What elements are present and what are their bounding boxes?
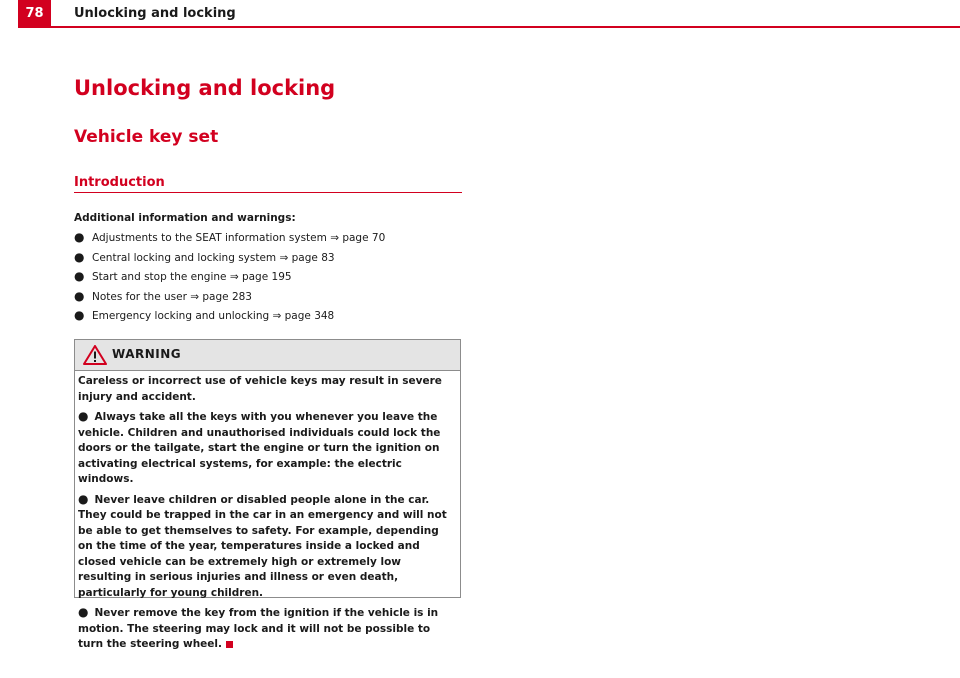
running-title: Unlocking and locking [74, 6, 236, 21]
warning-body [75, 371, 460, 653]
warning-title: WARNING [112, 347, 182, 361]
page-header [0, 0, 960, 28]
reference-list [74, 231, 464, 329]
end-of-section-icon [226, 641, 233, 648]
list-item [74, 251, 464, 271]
warning-header [75, 340, 460, 371]
warning-triangle-icon [83, 345, 107, 365]
list-item [74, 231, 464, 251]
list-item-text: Central locking and locking system ⇒ page 83 [92, 251, 335, 264]
bullet-icon: ● [78, 491, 89, 506]
bullet-icon: ● [78, 605, 89, 619]
section-heading: Vehicle key set [74, 127, 219, 147]
bullet-icon: ● [74, 230, 85, 244]
list-item-text: Notes for the user ⇒ page 283 [92, 290, 252, 303]
bullet-icon: ● [74, 249, 85, 264]
bullet-icon: ● [74, 288, 85, 303]
intro-label: Additional information and warnings: [74, 212, 296, 224]
warning-box [74, 339, 461, 650]
header-rule [18, 26, 960, 28]
bullet-icon: ● [78, 409, 89, 423]
list-item [74, 270, 464, 290]
warning-item: ● Never remove the key from the ignition if the vehicle is in motion. The steering may lock and it will not be possible to turn the steering wheel. [78, 605, 439, 650]
list-item-text: Emergency locking and unlocking ⇒ page 348 [92, 310, 335, 322]
subsection-rule [74, 192, 462, 193]
warning-item: ● Always take all the keys with you whenever you leave the vehicle. Children and unauthorised individuals could lock the doors or the tailgate, start the engine or turn the ignition on activating electrical systems, for example: the electric windows. [78, 409, 441, 485]
chapter-heading: Unlocking and locking [74, 76, 336, 100]
list-item-text: Adjustments to the SEAT information system ⇒ page 70 [92, 232, 386, 244]
bullet-icon: ● [74, 308, 85, 322]
list-item-text: Start and stop the engine ⇒ page 195 [92, 271, 292, 283]
warning-intro: Careless or incorrect use of vehicle keys may result in severe injury and accident. [78, 375, 442, 403]
list-item [74, 290, 464, 310]
bullet-icon: ● [74, 269, 85, 283]
list-item [74, 309, 464, 329]
warning-item: ● Never leave children or disabled people alone in the car. They could be trapped in the car in an emergency and will not be able to get themselves to safety. For example, depending on the time of the year, temperatures inside a locked and closed vehicle can be extremely high or extremely low resulting in serious injuries and illness or even death, particularly for young children. [78, 491, 447, 599]
page-number: 78 [18, 0, 51, 27]
subsection-heading: Introduction [74, 175, 165, 190]
